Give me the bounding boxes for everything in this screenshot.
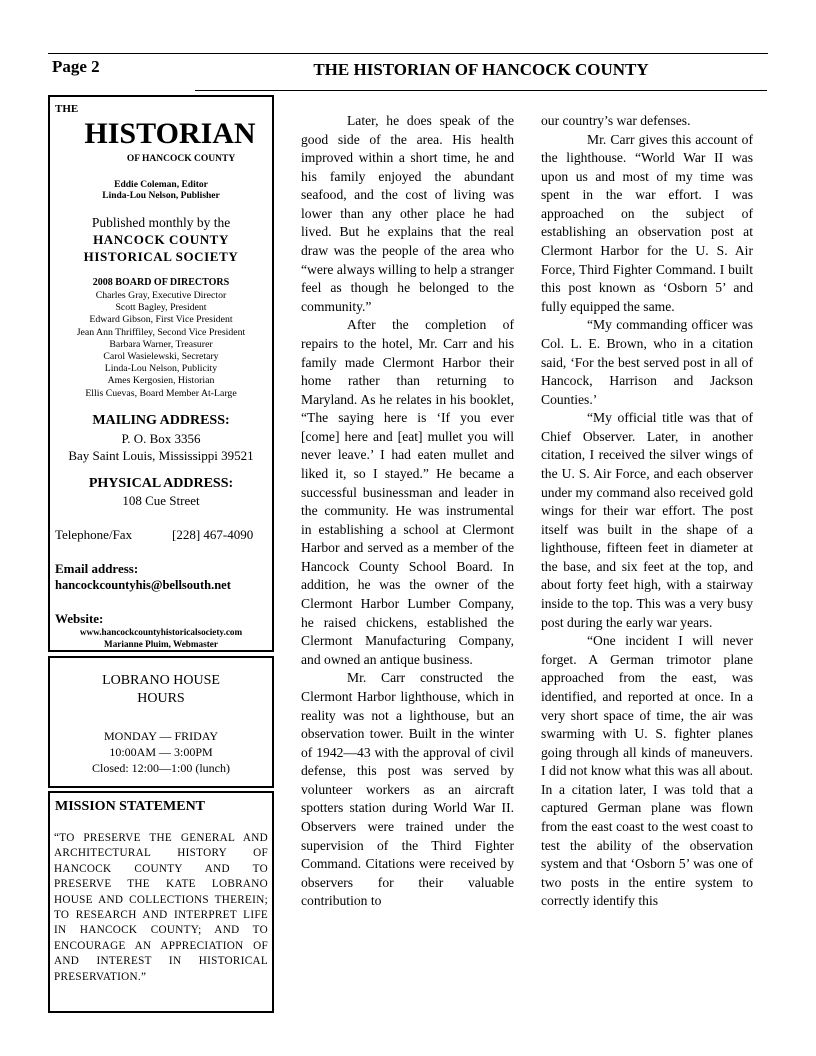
- header-top-rule: [48, 53, 768, 54]
- board-member: Scott Bagley, President: [115, 302, 207, 314]
- email-address-link[interactable]: hancockcountyhis@bellsouth.net: [55, 578, 231, 592]
- hours-title-line2: HOURS: [137, 691, 185, 706]
- board-member: Ellis Cuevas, Board Member At-Large: [85, 387, 237, 399]
- webmaster-credit: Marianne Pluim, Webmaster: [104, 639, 218, 649]
- phone-label: Telephone/Fax: [55, 527, 133, 542]
- hours-time: 10:00AM — 3:00PM: [109, 745, 213, 759]
- publisher-credit: Linda-Lou Nelson, Publisher: [102, 191, 220, 201]
- article-paragraph: Mr. Carr gives this account of the lighthouse. “World War II was upon us and most of my time was spent in the war effort. I was approached on the subject of establishing an observation post at Clermont Harbor for the U. S. Air Force, Third Fighter Command. I built this post known as ‘Osborn 5’ and fully equipped the same.: [541, 131, 753, 314]
- mailing-address-title: MAILING ADDRESS:: [92, 413, 230, 428]
- mission-title: MISSION STATEMENT: [55, 799, 206, 814]
- website-label: Website:: [55, 611, 104, 626]
- published-by: Published monthly by the: [91, 215, 231, 230]
- phone-value: [228] 467-4090: [172, 527, 254, 542]
- board-member: Carol Wasielewski, Secretary: [103, 351, 219, 363]
- article-paragraph: Mr. Carr constructed the Clermont Harbor lighthouse, which in reality was not a lighthouse, but an observation tower. Built in the winter of 1942—43 with the approval of civil defense, this post was served by volunteer workers as an aircraft spotters station during World War II. Observers were trained under the supervision of the Third Fighter Command. Citations were received by observers for their valuable contribution to: [301, 670, 514, 909]
- mailing-address-line2: Bay Saint Louis, Mississippi 39521: [68, 448, 254, 463]
- article-column-1: [301, 112, 514, 911]
- header-bottom-rule: [195, 90, 767, 91]
- email-label: Email address:: [55, 561, 139, 576]
- mailing-address-line1: P. O. Box 3356: [121, 431, 201, 446]
- hours-title-line1: LOBRANO HOUSE: [102, 673, 220, 688]
- hours-box: [48, 656, 274, 788]
- board-member: Barbara Warner, Treasurer: [109, 338, 213, 350]
- society-name-line2: HISTORICAL SOCIETY: [83, 249, 239, 264]
- article-paragraph: our country’s war defenses.: [541, 113, 691, 128]
- sidebar-info-box: [48, 95, 274, 652]
- board-member: Charles Gray, Executive Director: [95, 290, 227, 301]
- article-paragraph: Later, he does speak of the good side of the area. His health improved within a short time, he and his family enjoyed the abundant seafood, and the cost of living was lower than any other place he had lived. But he explains that the real draw was the people of the area who “were always willing to help a stranger feel as though he belonged to the community.”: [301, 113, 514, 314]
- masthead-title: THE HISTORIAN OF HANCOCK COUNTY: [313, 60, 649, 79]
- board-member: Jean Ann Thriffiley, Second Vice President: [76, 326, 246, 338]
- website-link[interactable]: www.hancockcountyhistoricalsociety.com: [79, 627, 243, 637]
- board-list: [50, 290, 272, 400]
- article-paragraph: After the completion of repairs to the hotel, Mr. Carr and his family made Clermont Harbor their home rather than returning to Maryland. As he relates in his booklet, “The saying here is ‘If you ever [come] here and [eat] mullet you will never leave.’ I had eaten mullet and liked it, so I stayed.” He became a successful businessman and leader in the community. He was instrumental in establishing a school at Clermont Harbor and served as a member of the Hancock County School Board. In addition, he was the owner of the Clermont Harbor Lumber Company, he raised chickens, established the Clermont Manufacturing Company, and owned an antique business.: [301, 317, 514, 667]
- board-member: Edward Gibson, First Vice President: [89, 314, 233, 326]
- physical-address-line1: 108 Cue Street: [122, 493, 200, 508]
- logo-subtitle: OF HANCOCK COUNTY: [126, 154, 236, 164]
- mission-box: [48, 791, 274, 1013]
- mission-text: “TO PRESERVE THE GENERAL AND ARCHITECTURAL HISTORY OF HANCOCK COUNTY AND TO PRESERVE THE KATE LOBRANO HOUSE AND COLLECTIONS THEREIN; TO RESEARCH AND INTERPRET LIFE IN HANCOCK COUNTY; AND TO ENCOURAGE AN APPRECIATION OF AND INTEREST IN HISTORICAL PRESERVATION.”: [54, 832, 268, 983]
- society-name-line1: HANCOCK COUNTY: [93, 232, 229, 247]
- article-column-2: [541, 112, 753, 911]
- logo-historian: HISTORIAN: [84, 117, 256, 150]
- board-title: 2008 BOARD OF DIRECTORS: [92, 277, 230, 288]
- page-number: Page 2: [52, 57, 100, 76]
- editor-credit: Eddie Coleman, Editor: [114, 180, 208, 190]
- hours-closed: Closed: 12:00—1:00 (lunch): [92, 761, 230, 775]
- physical-address-title: PHYSICAL ADDRESS:: [88, 476, 234, 491]
- article-paragraph: “One incident I will never forget. A German trimotor plane approached from the east, was identified, and reported at once. In a very short space of time, the air was swarming with U. S. fighter planes going through all kinds of maneuvers. I did not know what this was all about. In a citation later, I was told that a captured German plane was flown from the east coast to the west coast to test the ability of the observation system and that ‘Osborn 5’ was one of two posts in the entire system to correctly identify this: [541, 633, 753, 909]
- article-paragraph: “My official title was that of Chief Observer. Later, in another citation, I received the silver wings of the U. S. Air Force, and each observer under my command also received gold wings for their war effort. The post itself was built in the shape of a lighthouse, fifteen feet in diameter at the base, and six feet at the top, and about forty feet high, with a stairway inside to the top. This was a very busy post during the early war years.: [541, 410, 753, 630]
- board-member: Ames Kergosien, Historian: [107, 375, 215, 387]
- article-paragraph: “My commanding officer was Col. L. E. Brown, who in a citation said, ‘For the best served post in all of Hancock, Harrison and Jackson Counties.’: [541, 317, 753, 407]
- hours-days: MONDAY — FRIDAY: [103, 729, 219, 743]
- board-member: Linda-Lou Nelson, Publicity: [104, 363, 218, 375]
- logo-the: THE: [55, 103, 79, 115]
